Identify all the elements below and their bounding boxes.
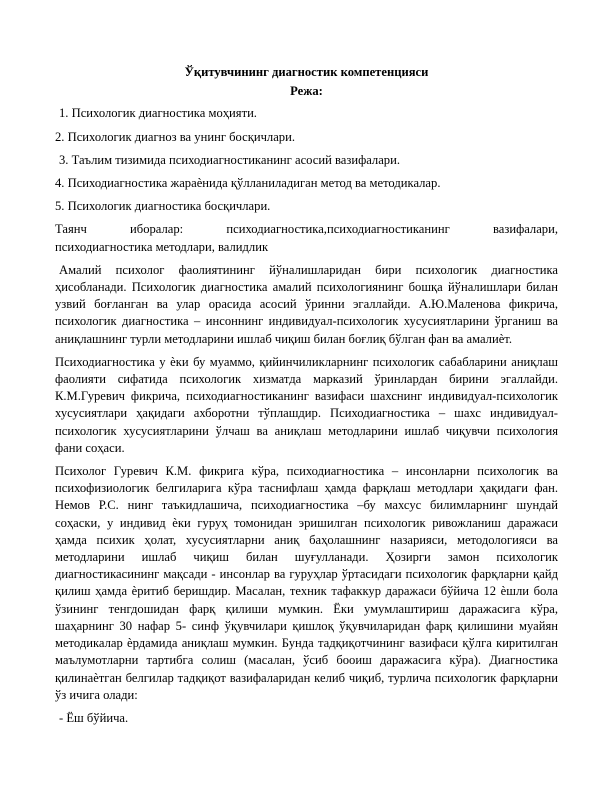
plan-item-5: 5. Психологик диагностика босқичлари. — [55, 199, 271, 214]
list-item-age: - Ёш бўйича. — [59, 710, 129, 725]
document-title: Ўқитувчининг диагностик компетенцияси — [184, 65, 429, 79]
plan-heading: Режа: — [290, 84, 323, 99]
plan-item-3: 3. Таълим тизимида психодиагностиканинг асосий вазифалари. — [59, 152, 400, 167]
plan-item-1: 1. Психологик диагностика моҳияти. — [59, 106, 257, 121]
plan-item-4: 4. Психодиагностика жараѐнида қўлланиладиган метод ва методикалар. — [55, 176, 441, 191]
keywords-line-2: психодиагностика методлари, валидлик — [55, 239, 269, 254]
paragraph-1: Амалий психолог фаолиятининг йўналишларидан бири психологик диагностика ҳисобланади. Психологик диагностика амалий психологиянинг бошқа йўналишлари билан узвий боғланган ва улар орасида асосий ўринни эгаллайди. А.Ю.Маленова фикрича, психологик диагностика – инсоннинг индивидуал-психологик хусусиятларини ўрганиш ва аниқлашнинг турли методларини ишлаб чиқиш билан боғлиқ бўлган фан ва амалиѐт. — [55, 262, 558, 346]
keywords-block — [55, 221, 558, 255]
paragraph-3: Психолог Гуревич К.М. фикрига кўра, психодиагностика – инсонларни психологик ва психофизиологик белгиларига кўра таснифлаш ҳамда фарқлаш методлари ҳақидаги фан. Немов Р.С. нинг таъкидлашича, психодиагностика –бу махсус билимларнинг шундай соҳаски, у индивид ѐки гуруҳ томонидан эришилган психологик ривожланиш даражаси ҳамда психик ҳолат, хусусиятларни аниқ баҳолашнинг назарияси, методологияси ва методларини ишлаб чиқиш билан шуғулланади. Ҳозирги замон психологик диагностикасининг мақсади - инсонлар ва гуруҳлар ўртасидаги психологик фарқларни қайд қилиш ҳамда ѐритиб беришдир. Масалан, техник тафаккур даражаси бўйича 12 ѐшли бола ўзининг тенгдошидан фарқ қилиши мумкин. Ёки умумлаштириш даражасига кўра, шаҳарнинг 30 нафар 5- синф ўқувчилари қишлоқ ўқувчиларидан фарқ қилишини муайян методикалар ѐрдамида аниқлаш мумкин. Бунда тадқиқотчининг вазифаси қўлга киритилган маълумотларни тартибга солиш (масалан, ўсиб бооиш даражасига кўра). Диагностика қилинаѐтган белгилар тадқиқот вазифаларидан келиб чиқиб, турлича психологик фарқларни ўз ичига олади: — [55, 464, 558, 702]
keywords-line-1: Таянч иборалар: психодиагностика,психодиагностиканинг вазифалари, — [55, 222, 558, 237]
plan-item-2: 2. Психологик диагноз ва унинг босқичлари. — [55, 129, 295, 144]
paragraph-2: Психодиагностика у ѐки бу муаммо, қийинчиликларнинг психологик сабабларини аниқлаш фаолияти сифатида психологик хизматда марказий ўринлардан бирини эгаллайди. К.М.Гуревич фикрича, психодиагностиканинг вазифаси шахснинг индивидуал-психологик хусусиятлари ҳақидаги ахборотни тўплашдир. Психодиагностика – шахс индивидуал-психологик хусусиятларини ўлчаш ва аниқлаш методларини ишлаб чиқувчи психология фани соҳаси. — [55, 354, 558, 455]
